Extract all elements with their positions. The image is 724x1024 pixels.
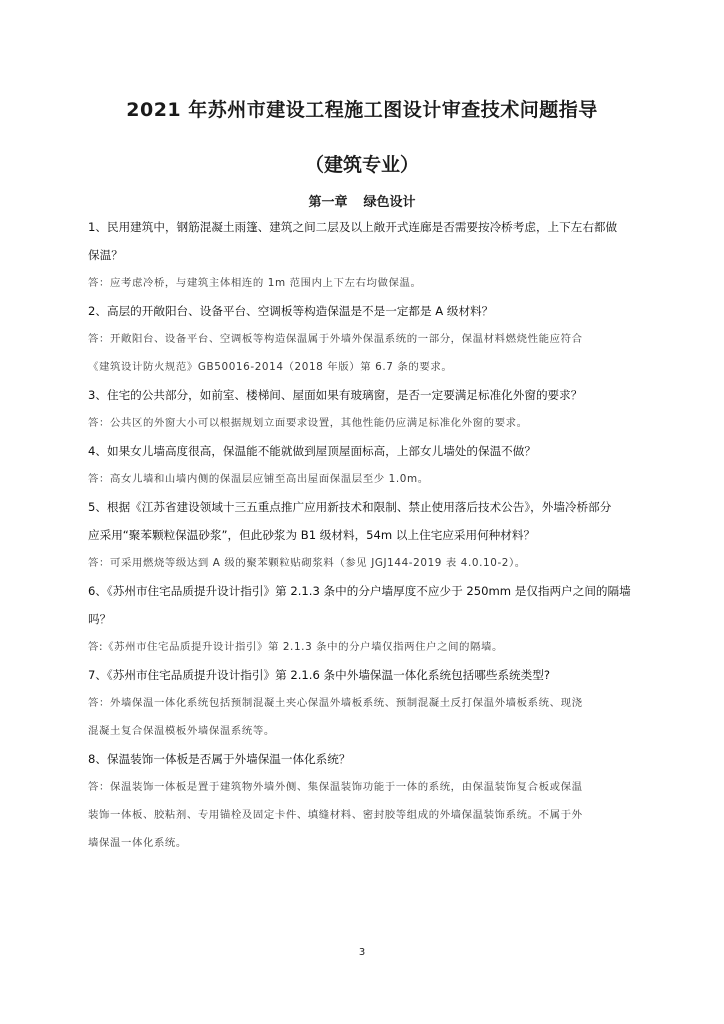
answer-line: 答：高女儿墙和山墙内侧的保温层应铺至高出屋面保温层至少 1.0m。 xyxy=(88,473,429,485)
document-subtitle: （建筑专业） xyxy=(304,154,419,176)
answer-line: 《建筑设计防火规范》GB50016-2014（2018 年版）第 6.7 条的要求。 xyxy=(88,361,453,373)
question-line: 4、如果女儿墙高度很高，保温能不能就做到屋顶屋面标高，上部女儿墙处的保温不做？ xyxy=(88,444,536,458)
page-number: 3 xyxy=(358,947,366,958)
answer-line: 答：应考虑冷桥，与建筑主体相连的 1m 范围内上下左右均做保温。 xyxy=(88,277,422,289)
chapter-name: 绿色设计 xyxy=(363,195,416,210)
answer-line: 装饰一体板、胶粘剂、专用锚栓及固定卡件、填缝材料、密封胶等组成的外墙保温装饰系统。不属于外 xyxy=(88,809,583,821)
answer-line: 墙保温一体化系统。 xyxy=(88,837,187,849)
question-line: 8、保温装饰一体板是否属于外墙保温一体化系统？ xyxy=(88,752,351,766)
answer-line: 答：保温装饰一体板是置于建筑物外墙外侧、集保温装饰功能于一体的系统，由保温装饰复合板或保温 xyxy=(88,781,583,793)
question-line: 5、根据《江苏省建设领域十三五重点推广应用新技术和限制、禁止使用落后技术公告》，外墙冷桥部分 xyxy=(88,500,612,514)
qa-content xyxy=(88,213,640,857)
answer-line: 混凝土复合保温模板外墙保温系统等。 xyxy=(88,725,275,737)
answer-line: 答:《苏州市住宅品质提升设计指引》第 2.1.3 条中的分户墙仅指两住户之间的隔墙。 xyxy=(88,641,504,653)
answer-line: 答：开敞阳台、设备平台、空调板等构造保温属于外墙外保温系统的一部分，保温材料燃烧性能应符合 xyxy=(88,333,583,345)
question-line: 应采用“聚苯颗粒保温砂浆”，但此砂浆为 B1 级材料，54m 以上住宅应采用何种材料？ xyxy=(88,528,536,542)
answer-line: 答：公共区的外窗大小可以根据规划立面要求设置，其他性能仍应满足标准化外窗的要求。 xyxy=(88,417,528,429)
question-line: 吗？ xyxy=(88,612,112,626)
question-line: 2、高层的开敞阳台、设备平台、空调板等构造保温是不是一定都是 A 级材料？ xyxy=(88,304,494,318)
answer-line: 答：可采用燃烧等级达到 A 级的聚苯颗粒贴砌浆料（参见 JGJ144-2019 表 4.0.10-2）。 xyxy=(88,557,526,569)
question-line: 保温？ xyxy=(88,248,123,262)
question-line: 3、住宅的公共部分，如前室、楼梯间、屋面如果有玻璃窗，是否一定要满足标准化外窗的要求？ xyxy=(88,388,583,402)
chapter-label: 第一章 xyxy=(308,195,348,210)
answer-line: 答：外墙保温一体化系统包括预制混凝土夹心保温外墙板系统、预制混凝土反打保温外墙板系统、现浇 xyxy=(88,697,583,709)
document-title: 2021 年苏州市建设工程施工图设计审查技术问题指导 xyxy=(126,99,598,121)
question-line: 7、《苏州市住宅品质提升设计指引》第 2.1.6 条中外墙保温一体化系统包括哪些系统类型? xyxy=(88,668,550,682)
chapter-heading xyxy=(0,191,724,210)
question-line: 6、《苏州市住宅品质提升设计指引》第 2.1.3 条中的分户墙厚度不应少于 250mm 是仅指两户之间的隔墙 xyxy=(88,584,631,598)
question-line: 1、民用建筑中，钢筋混凝土雨篷、建筑之间二层及以上敞开式连廊是否需要按冷桥考虑，上下左右都做 xyxy=(88,220,618,234)
